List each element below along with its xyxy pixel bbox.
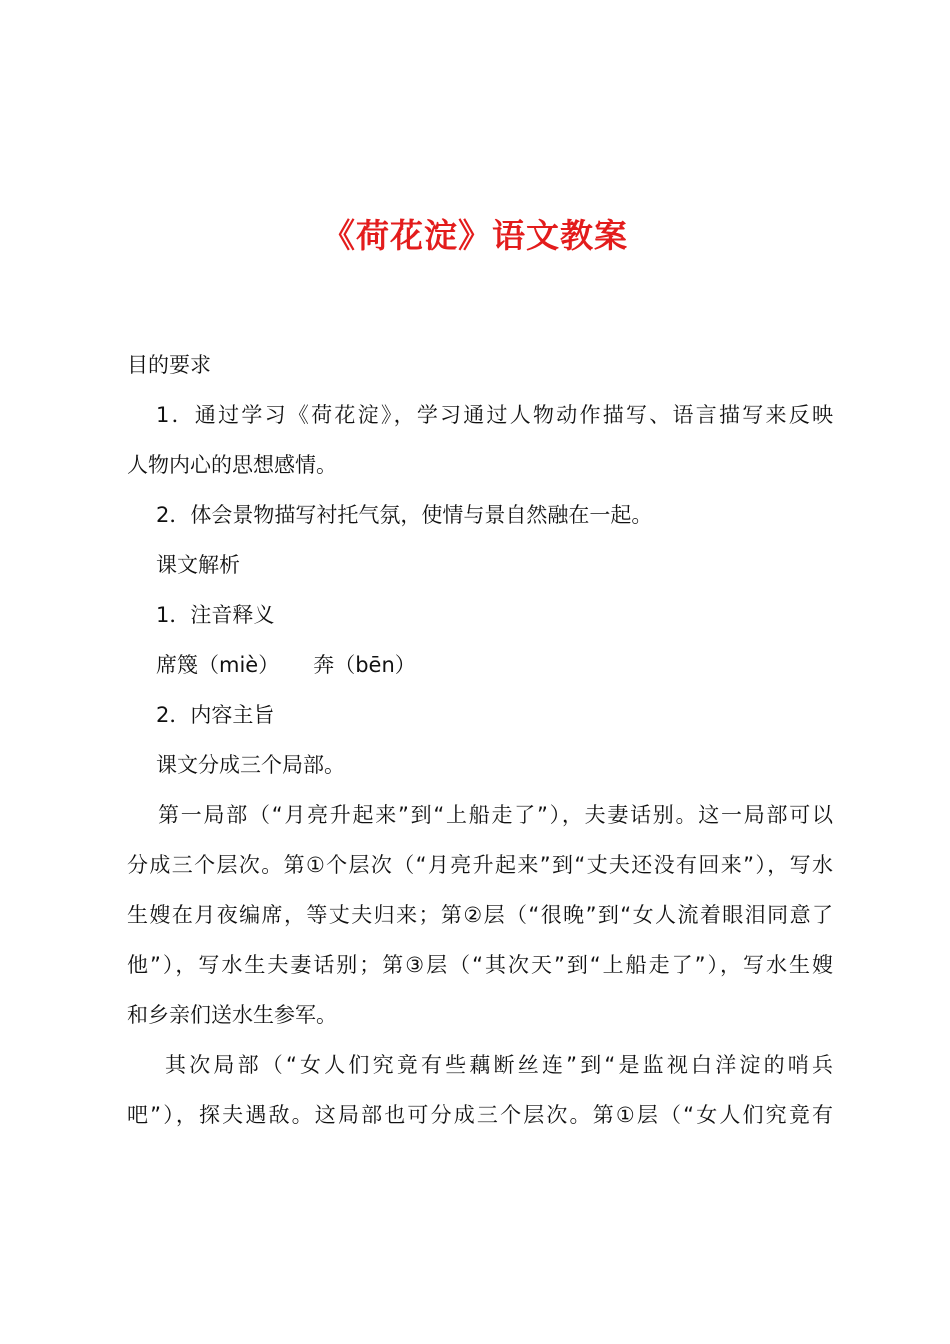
- paragraph-line: 分成三个层次。第①个层次（“月亮升起来”到“丈夫还没有回来”），写水: [127, 853, 833, 877]
- paragraph-line: 他”），写水生夫妻话别；第③层（“其次天”到“上船走了”），写水生嫂: [127, 953, 833, 977]
- paragraph-line: 2．体会景物描写衬托气氛，使情与景自然融在一起。: [156, 503, 653, 527]
- subheading-theme: 2．内容主旨: [156, 703, 275, 727]
- paragraph-line: 人物内心的思想感情。: [127, 453, 337, 477]
- paragraph-line: 课文分成三个局部。: [156, 753, 345, 777]
- paragraph-line: 生嫂在月夜编席，等丈夫归来；第②层（“很晚”到“女人流着眼泪同意了: [127, 903, 833, 927]
- paragraph-line: 其次局部（“女人们究竟有些藕断丝连”到“是监视白洋淀的哨兵: [165, 1053, 833, 1077]
- pronunciation-item: 奔（bēn）: [313, 653, 416, 677]
- pronunciation-item: 席篾（miè）: [156, 653, 280, 677]
- paragraph-line: 和乡亲们送水生参军。: [127, 1003, 337, 1027]
- subheading-pronunciation: 1．注音释义: [156, 603, 275, 627]
- paragraph-line: 1．通过学习《荷花淀》，学习通过人物动作描写、语言描写来反映: [156, 403, 833, 427]
- paragraph-line: 吧”），探夫遇敌。这局部也可分成三个层次。第①层（“女人们究竟有: [127, 1103, 833, 1127]
- paragraph-line: 第一局部（“月亮升起来”到“上船走了”），夫妻话别。这一局部可以: [158, 803, 833, 827]
- document-body: [127, 340, 833, 1140]
- section-heading-objectives: 目的要求: [127, 353, 211, 377]
- section-heading-analysis: 课文解析: [156, 553, 240, 577]
- pronunciation-line: [127, 640, 833, 690]
- document-title: 《荷花淀》语文教案: [322, 216, 628, 255]
